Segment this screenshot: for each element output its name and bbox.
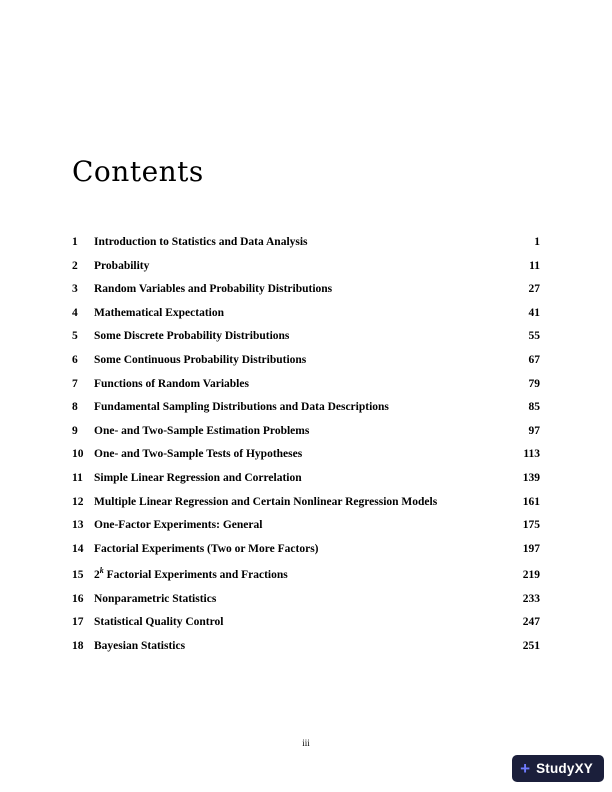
toc-entry-page: 113	[523, 448, 540, 461]
toc-entry-title: Bayesian Statistics	[94, 639, 186, 652]
plus-icon: +	[520, 759, 531, 778]
toc-entry-title: Factorial Experiments (Two or More Factors)	[94, 542, 319, 555]
toc-entry[interactable]	[72, 496, 540, 508]
toc-entry-title	[94, 566, 510, 581]
toc-entry-number: 18	[72, 639, 84, 652]
toc-entry[interactable]	[72, 566, 540, 581]
toc-entry-page: 41	[528, 306, 540, 319]
toc-entry-title: Fundamental Sampling Distributions and Data Descriptions	[94, 401, 389, 414]
toc-entry[interactable]	[72, 236, 540, 248]
toc-entry[interactable]	[72, 260, 540, 272]
toc-entry-number: 6	[72, 353, 78, 366]
toc-entry-page: 1	[534, 236, 540, 248]
toc-entry-number: 17	[72, 616, 84, 629]
toc-entry-page: 97	[528, 424, 540, 437]
toc-entry-title-rest: Factorial Experiments and Fractions	[103, 569, 288, 582]
toc-entry-title-base: 2	[94, 569, 100, 582]
toc-entry-page: 139	[522, 471, 540, 484]
toc-entry-page: 247	[522, 616, 540, 629]
toc-entry[interactable]	[72, 519, 540, 531]
toc-entry-number: 8	[72, 401, 78, 414]
toc-entry-title: One- and Two-Sample Estimation Problems	[94, 424, 310, 437]
toc-entry-number: 15	[72, 569, 84, 582]
toc-entry-title: Some Continuous Probability Distributions	[94, 353, 307, 366]
toc-entry-number: 7	[72, 377, 78, 390]
toc-entry-number: 10	[72, 448, 84, 461]
toc-entry-page: 11	[529, 259, 540, 272]
toc-entry[interactable]	[72, 448, 540, 460]
toc-entry-number: 3	[72, 283, 78, 296]
table-of-contents	[72, 236, 540, 664]
toc-entry[interactable]	[72, 378, 540, 390]
toc-entry-title: Random Variables and Probability Distributions	[94, 283, 333, 296]
toc-entry[interactable]	[72, 401, 540, 413]
toc-entry[interactable]	[72, 593, 540, 605]
toc-entry-page: 251	[522, 639, 540, 652]
toc-entry-page: 27	[528, 283, 540, 296]
toc-entry-title: One-Factor Experiments: General	[94, 519, 263, 532]
toc-entry-title-exponent: k	[99, 566, 104, 576]
toc-entry-title: Probability	[94, 259, 150, 272]
toc-entry-page: 67	[528, 353, 540, 366]
toc-entry-number: 16	[72, 592, 84, 605]
toc-entry[interactable]	[72, 330, 540, 342]
toc-entry-title: Introduction to Statistics and Data Analysis	[94, 236, 308, 248]
toc-entry-title: Mathematical Expectation	[94, 306, 224, 319]
toc-entry-number: 5	[72, 330, 78, 343]
toc-entry-page: 197	[522, 542, 540, 555]
toc-entry[interactable]	[72, 354, 540, 366]
toc-entry-number: 14	[72, 542, 84, 555]
toc-entry-title: Simple Linear Regression and Correlation	[94, 471, 302, 484]
toc-entry-title: Statistical Quality Control	[94, 616, 224, 629]
toc-entry[interactable]	[72, 307, 540, 319]
toc-entry-title: One- and Two-Sample Tests of Hypotheses	[94, 448, 303, 461]
toc-entry[interactable]	[72, 425, 540, 437]
toc-entry-page: 219	[522, 569, 540, 582]
toc-entry-page: 161	[522, 495, 540, 508]
toc-entry[interactable]	[72, 283, 540, 295]
toc-entry-title: Functions of Random Variables	[94, 377, 249, 390]
toc-entry-number: 9	[72, 424, 78, 437]
toc-entry[interactable]	[72, 640, 540, 652]
toc-entry-number: 2	[72, 259, 78, 272]
toc-entry-number: 13	[72, 519, 84, 532]
watermark-label: StudyXY	[536, 761, 593, 776]
toc-entry-page: 85	[528, 401, 540, 414]
toc-entry[interactable]	[72, 616, 540, 628]
studyxy-watermark[interactable]	[512, 755, 604, 782]
toc-entry[interactable]	[72, 472, 540, 484]
toc-entry-page: 79	[528, 377, 540, 390]
toc-entry-number: 1	[72, 236, 78, 248]
toc-entry-title: Some Discrete Probability Distributions	[94, 330, 290, 343]
toc-entry-number: 12	[72, 495, 84, 508]
toc-entry-page: 55	[528, 330, 540, 343]
toc-entry-title: Multiple Linear Regression and Certain Nonlinear Regression Models	[94, 495, 438, 508]
page-number-folio: iii	[302, 738, 310, 748]
toc-entry[interactable]	[72, 543, 540, 555]
toc-entry-number: 11	[72, 471, 83, 484]
toc-entry-page: 233	[522, 592, 540, 605]
toc-entry-number: 4	[72, 306, 78, 319]
toc-entry-page: 175	[522, 519, 540, 532]
page-title: Contents	[72, 155, 204, 188]
toc-entry-title: Nonparametric Statistics	[94, 592, 217, 605]
